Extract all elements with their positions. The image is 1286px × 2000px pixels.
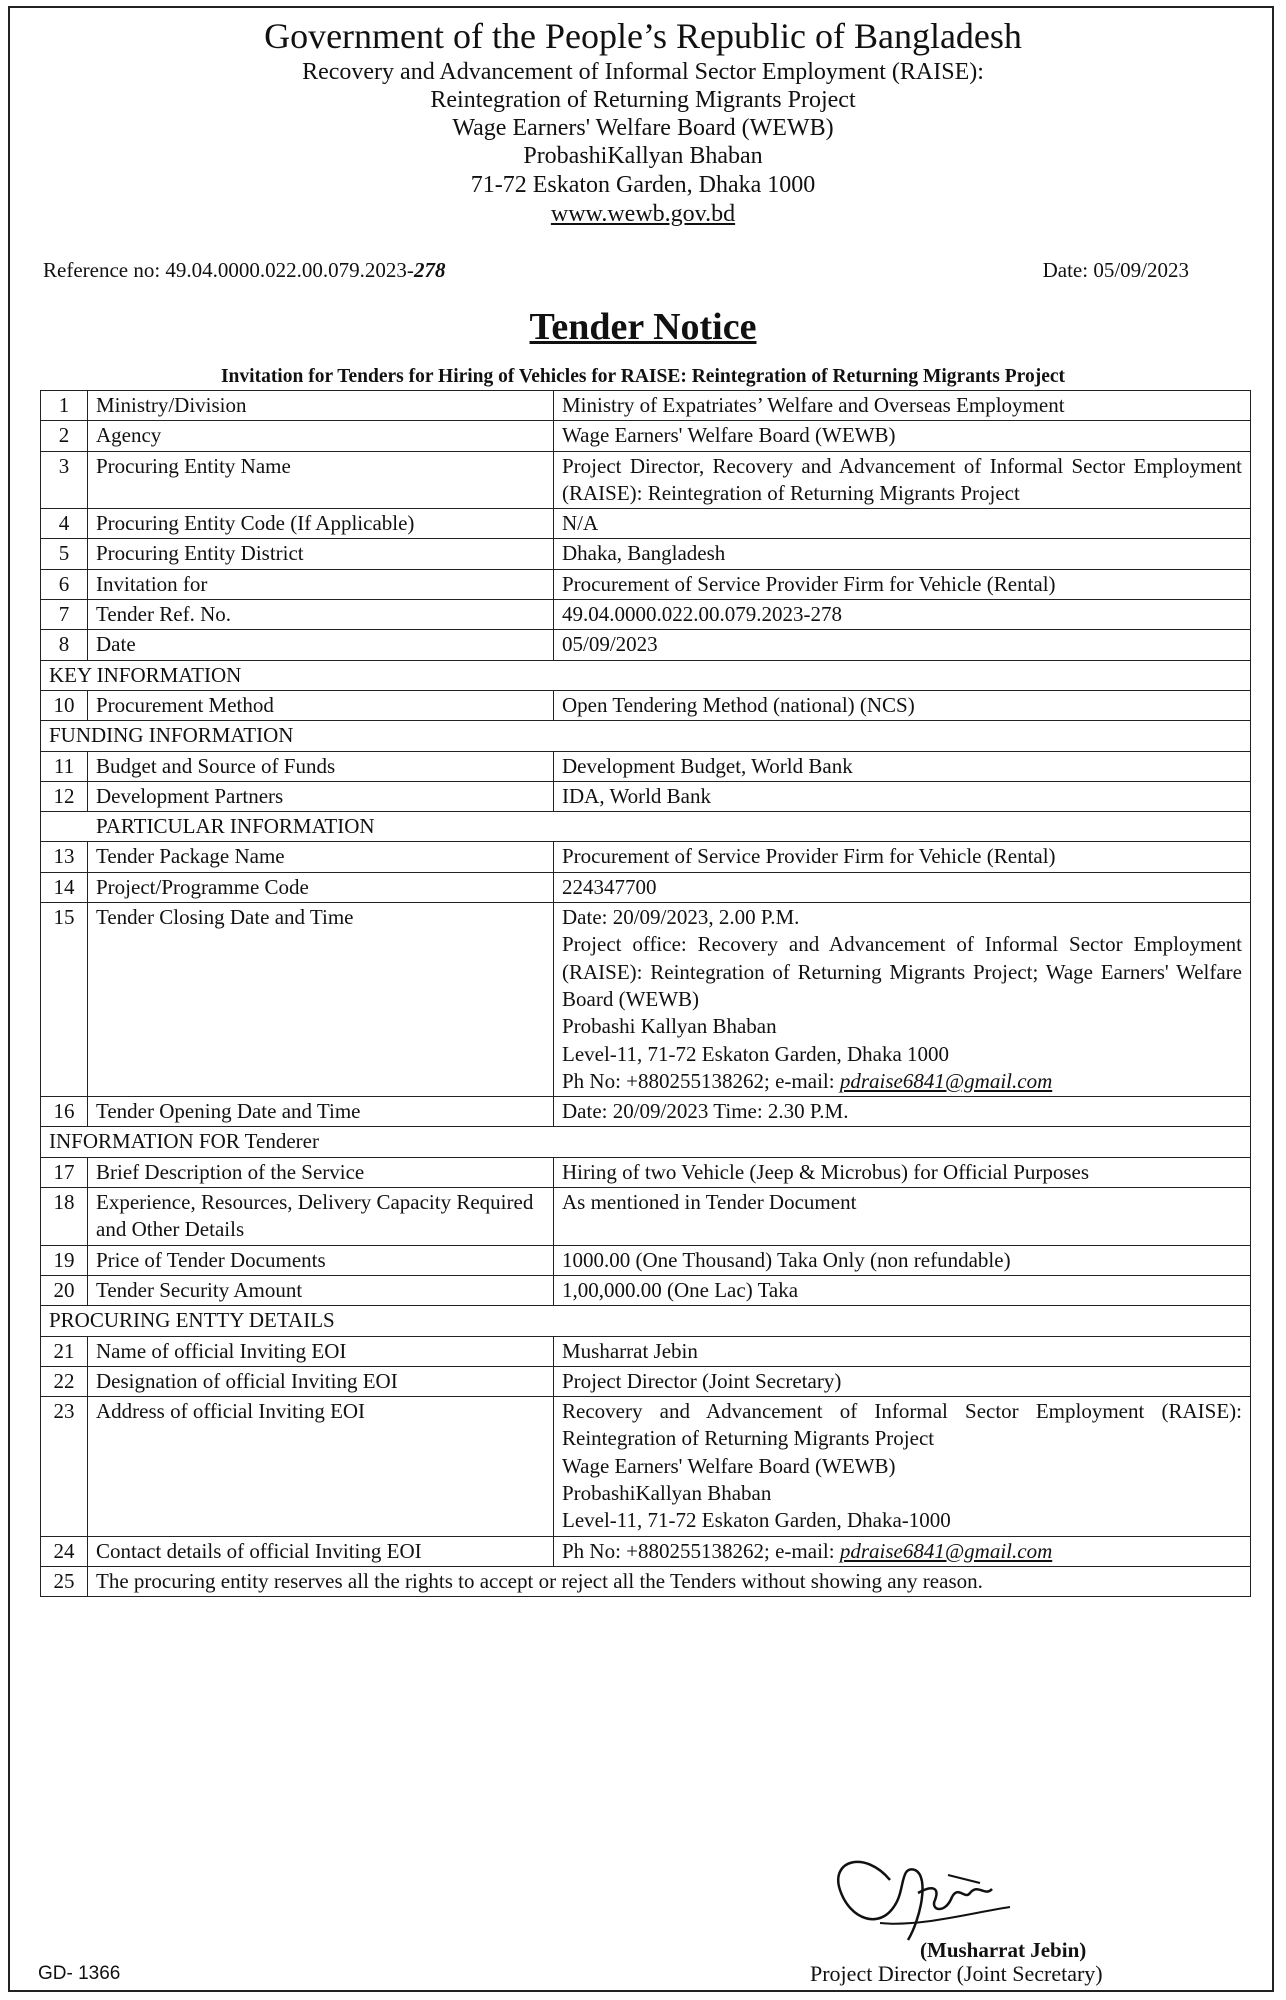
row-number: 14 [41,872,88,902]
page-title: Tender Notice [529,306,757,348]
row-value: Wage Earners' Welfare Board (WEWB) [554,421,1251,451]
reference-number: Reference no: 49.04.0000.022.00.079.2023-278 [43,258,446,282]
table-row [41,751,1251,781]
row-number: 2 [41,421,88,451]
row-label: Designation of official Inviting EOI [88,1366,554,1396]
table-row [41,1157,1251,1187]
section-title: FUNDING INFORMATION [41,721,1251,751]
row-value [554,903,1251,1097]
email-link[interactable]: pdraise6841@gmail.com [839,1538,1053,1563]
row-number: 11 [41,751,88,781]
section-header-row [41,1306,1251,1336]
row-number: 10 [41,690,88,720]
row-label: Date [88,630,554,660]
row-label: Agency [88,421,554,451]
signatory-designation: Project Director (Joint Secretary) [810,1961,1103,1986]
row-label: Address of official Inviting EOI [88,1397,554,1536]
row-value: 1000.00 (One Thousand) Taka Only (non refundable) [554,1245,1251,1275]
value-line: Date: 20/09/2023, 2.00 P.M. [562,905,800,930]
notice-date: Date: 05/09/2023 [1042,258,1189,282]
row-value: Project Director (Joint Secretary) [554,1366,1251,1396]
row-value: Date: 20/09/2023 Time: 2.30 P.M. [554,1097,1251,1127]
contact-line [562,1068,1242,1095]
section-header-row [41,660,1251,690]
section-title: PROCURING ENTTY DETAILS [41,1306,1251,1336]
row-value: As mentioned in Tender Document [554,1188,1251,1246]
value-line: Level-11, 71-72 Eskaton Garden, Dhaka-1000 [562,1508,951,1533]
row-value: 1,00,000.00 (One Lac) Taka [554,1275,1251,1305]
row-label: Price of Tender Documents [88,1245,554,1275]
section-header-row [41,812,1251,842]
table-row [41,421,1251,451]
row-number: 5 [41,539,88,569]
row-number: 3 [41,451,88,509]
row-number: 17 [41,1157,88,1187]
row-label: Procuring Entity Code (If Applicable) [88,509,554,539]
table-row [41,451,1251,509]
website-link[interactable]: www.wewb.gov.bd [550,201,736,227]
project-line-1: Recovery and Advancement of Informal Sector Employment (RAISE): [302,59,984,85]
row-label: Project/Programme Code [88,872,554,902]
row-label: Procuring Entity District [88,539,554,569]
row-label: Tender Security Amount [88,1275,554,1305]
row-number: 15 [41,903,88,1097]
row-number: 21 [41,1336,88,1366]
table-row [41,690,1251,720]
row-value: Dhaka, Bangladesh [554,539,1251,569]
building-name: ProbashiKallyan Bhaban [523,143,763,169]
row-value [554,1397,1251,1536]
table-row [41,630,1251,660]
table-row [41,1536,1251,1566]
table-row [41,600,1251,630]
row-number: 13 [41,842,88,872]
section-title: PARTICULAR INFORMATION [41,812,1251,842]
phone-text: Ph No: +880255138262; e-mail: [562,1538,840,1563]
signatory-name: (Musharrat Jebin) [920,1938,1087,1962]
government-heading: Government of the People’s Republic of Bangladesh [264,16,1022,56]
row-number: 1 [41,391,88,421]
row-statement: The procuring entity reserves all the rights to accept or reject all the Tenders without showing any reason. [88,1566,1251,1596]
table-row [41,539,1251,569]
table-row [41,1366,1251,1396]
table-row [41,872,1251,902]
row-number: 24 [41,1536,88,1566]
row-value: Open Tendering Method (national) (NCS) [554,690,1251,720]
row-label: Development Partners [88,781,554,811]
row-value: 05/09/2023 [554,630,1251,660]
row-number: 22 [41,1366,88,1396]
value-line: Probashi Kallyan Bhaban [562,1014,777,1039]
table-row [41,842,1251,872]
value-line: Level-11, 71-72 Eskaton Garden, Dhaka 1000 [562,1041,950,1066]
value-line: Project office: Recovery and Advancement of Informal Sector Employment (RAISE): Reintegration of Returning Migrants Project; Wage Earners' Welfare Board (WEWB) [562,932,1242,1011]
office-address: 71-72 Eskaton Garden, Dhaka 1000 [470,172,816,198]
row-value: 224347700 [554,872,1251,902]
row-value: Hiring of two Vehicle (Jeep & Microbus) for Official Purposes [554,1157,1251,1187]
row-value: IDA, World Bank [554,781,1251,811]
row-number: 18 [41,1188,88,1246]
row-value: Development Budget, World Bank [554,751,1251,781]
footer-code: GD- 1366 [38,1963,121,1984]
section-title: INFORMATION FOR Tenderer [41,1127,1251,1157]
row-number: 12 [41,781,88,811]
table-row [41,1275,1251,1305]
table-row [41,781,1251,811]
table-row [41,1097,1251,1127]
row-label: Invitation for [88,569,554,599]
row-label: Tender Closing Date and Time [88,903,554,1097]
phone-text: Ph No: +880255138262; e-mail: [562,1068,840,1093]
row-label: Ministry/Division [88,391,554,421]
table-row [41,1397,1251,1536]
table-row [41,1188,1251,1246]
row-label: Tender Package Name [88,842,554,872]
tender-table [40,390,1251,1597]
section-header-row [41,1127,1251,1157]
table-row [41,391,1251,421]
email-link[interactable]: pdraise6841@gmail.com [839,1068,1053,1093]
row-label: Tender Opening Date and Time [88,1097,554,1127]
row-value: Procurement of Service Provider Firm for Vehicle (Rental) [554,842,1251,872]
row-number: 8 [41,630,88,660]
row-value [554,1536,1251,1566]
row-label: Tender Ref. No. [88,600,554,630]
row-number: 23 [41,1397,88,1536]
row-value: Ministry of Expatriates’ Welfare and Overseas Employment [554,391,1251,421]
table-row [41,1566,1251,1596]
value-line: ProbashiKallyan Bhaban [562,1480,772,1505]
table-row [41,509,1251,539]
row-number: 6 [41,569,88,599]
table-row [41,1245,1251,1275]
section-header-row [41,721,1251,751]
section-title: KEY INFORMATION [41,660,1251,690]
row-value: N/A [554,509,1251,539]
value-line: Wage Earners' Welfare Board (WEWB) [562,1453,896,1478]
table-row [41,903,1251,1097]
row-value: Procurement of Service Provider Firm for Vehicle (Rental) [554,569,1251,599]
row-number: 7 [41,600,88,630]
row-number: 20 [41,1275,88,1305]
row-number: 25 [41,1566,88,1596]
row-label: Procuring Entity Name [88,451,554,509]
row-label: Procurement Method [88,690,554,720]
row-number: 16 [41,1097,88,1127]
row-label: Experience, Resources, Delivery Capacity Required and Other Details [88,1188,554,1246]
contact-line [562,1538,1242,1565]
row-value: Musharrat Jebin [554,1336,1251,1366]
row-value: 49.04.0000.022.00.079.2023-278 [554,600,1251,630]
value-line: Recovery and Advancement of Informal Sector Employment (RAISE): Reintegration of Returning Migrants Project [562,1399,1242,1451]
row-number: 19 [41,1245,88,1275]
table-row [41,1336,1251,1366]
row-number: 4 [41,509,88,539]
row-label: Budget and Source of Funds [88,751,554,781]
notice-subtitle: Invitation for Tenders for Hiring of Vehicles for RAISE: Reintegration of Returning Migrants Project [220,366,1066,387]
board-name: Wage Earners' Welfare Board (WEWB) [452,115,834,141]
row-label: Contact details of official Inviting EOI [88,1536,554,1566]
row-label: Brief Description of the Service [88,1157,554,1187]
table-row [41,569,1251,599]
project-line-2: Reintegration of Returning Migrants Project [430,87,856,113]
row-label: Name of official Inviting EOI [88,1336,554,1366]
row-value: Project Director, Recovery and Advancement of Informal Sector Employment (RAISE): Reintegration of Returning Migrants Project [554,451,1251,509]
